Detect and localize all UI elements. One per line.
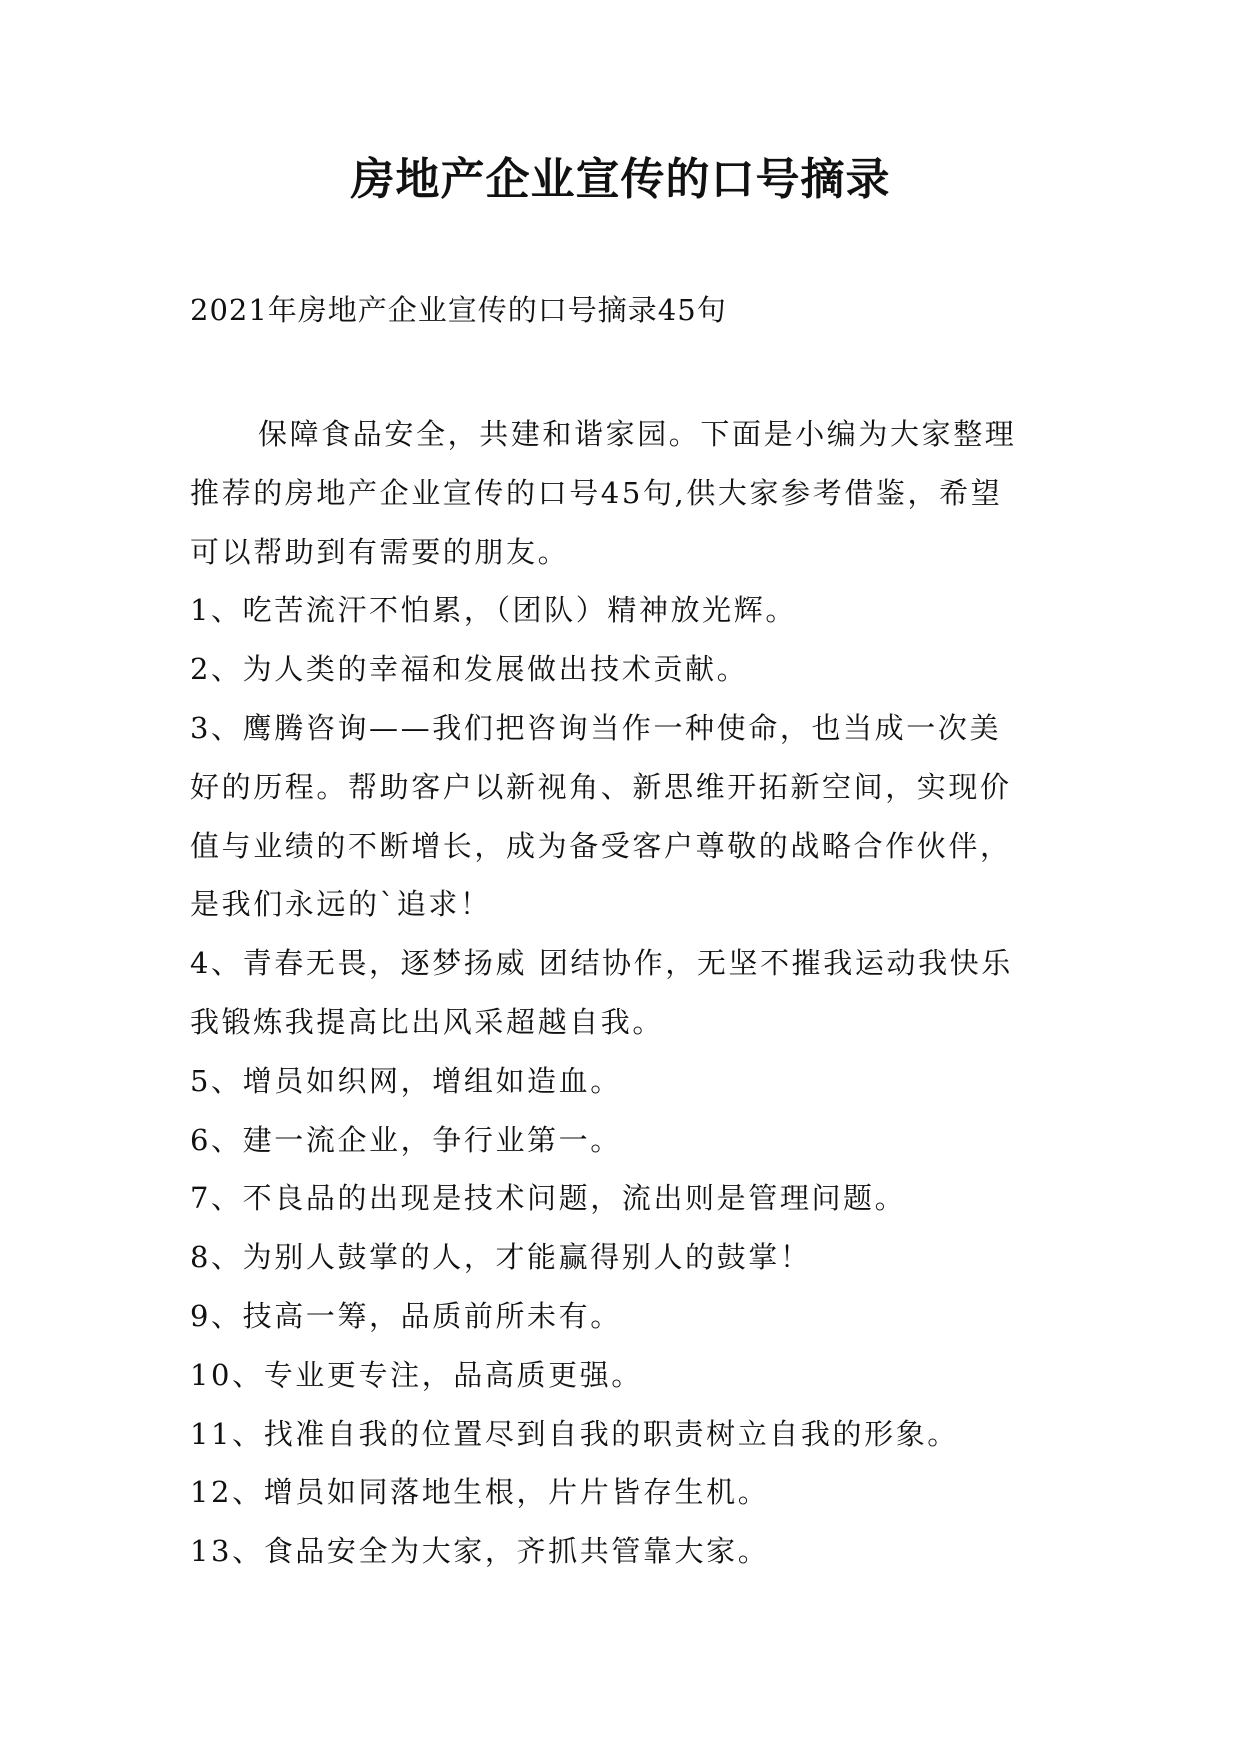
list-item-continuation: 是我们永远的`追求！ <box>190 887 492 922</box>
list-item: 6、建一流企业，争行业第一。 <box>190 1122 622 1157</box>
paragraph-line: 推荐的房地产企业宣传的口号45句,供大家参考借鉴，希望 <box>190 475 1003 510</box>
list-item: 3、鹰腾咨询——我们把咨询当作一种使命，也当成一次美 <box>190 710 1002 745</box>
list-item: 4、青春无畏，逐梦扬威 团结协作，无坚不摧我运动我快乐 <box>190 946 1013 981</box>
list-item: 10、专业更专注，品高质更强。 <box>190 1357 643 1392</box>
document-subtitle: 2021年房地产企业宣传的口号摘录45句 <box>190 293 727 327</box>
list-item-continuation: 我锻炼我提高比出风采超越自我。 <box>190 1004 665 1039</box>
list-item: 12、增员如同落地生根，片片皆存生机。 <box>190 1475 770 1510</box>
list-item: 8、为别人鼓掌的人，才能赢得别人的鼓掌！ <box>190 1240 812 1275</box>
list-item-continuation: 好的历程。帮助客户以新视角、新思维开拓新空间，实现价 <box>190 769 1012 804</box>
list-item: 9、技高一筹，品质前所未有。 <box>190 1298 622 1333</box>
list-item: 11、找准自我的位置尽到自我的职责树立自我的形象。 <box>190 1416 959 1451</box>
list-item: 2、为人类的幸福和发展做出技术贡献。 <box>190 652 749 687</box>
list-item: 5、增员如织网，增组如造血。 <box>190 1063 622 1098</box>
document-title: 房地产企业宣传的口号摘录 <box>350 154 891 205</box>
list-item: 13、食品安全为大家，齐抓共管靠大家。 <box>190 1534 770 1569</box>
list-item-continuation: 值与业绩的不断增长，成为备受客户尊敬的战略合作伙伴， <box>190 828 1012 863</box>
list-item: 1、吃苦流汗不怕累，（团队）精神放光辉。 <box>190 593 797 628</box>
document-body <box>190 405 1070 1581</box>
paragraph-line: 保障食品安全，共建和谐家园。下面是小编为大家整理 <box>258 417 1017 451</box>
paragraph-line: 可以帮助到有需要的朋友。 <box>190 534 570 569</box>
list-item: 7、不良品的出现是技术问题，流出则是管理问题。 <box>190 1181 907 1216</box>
